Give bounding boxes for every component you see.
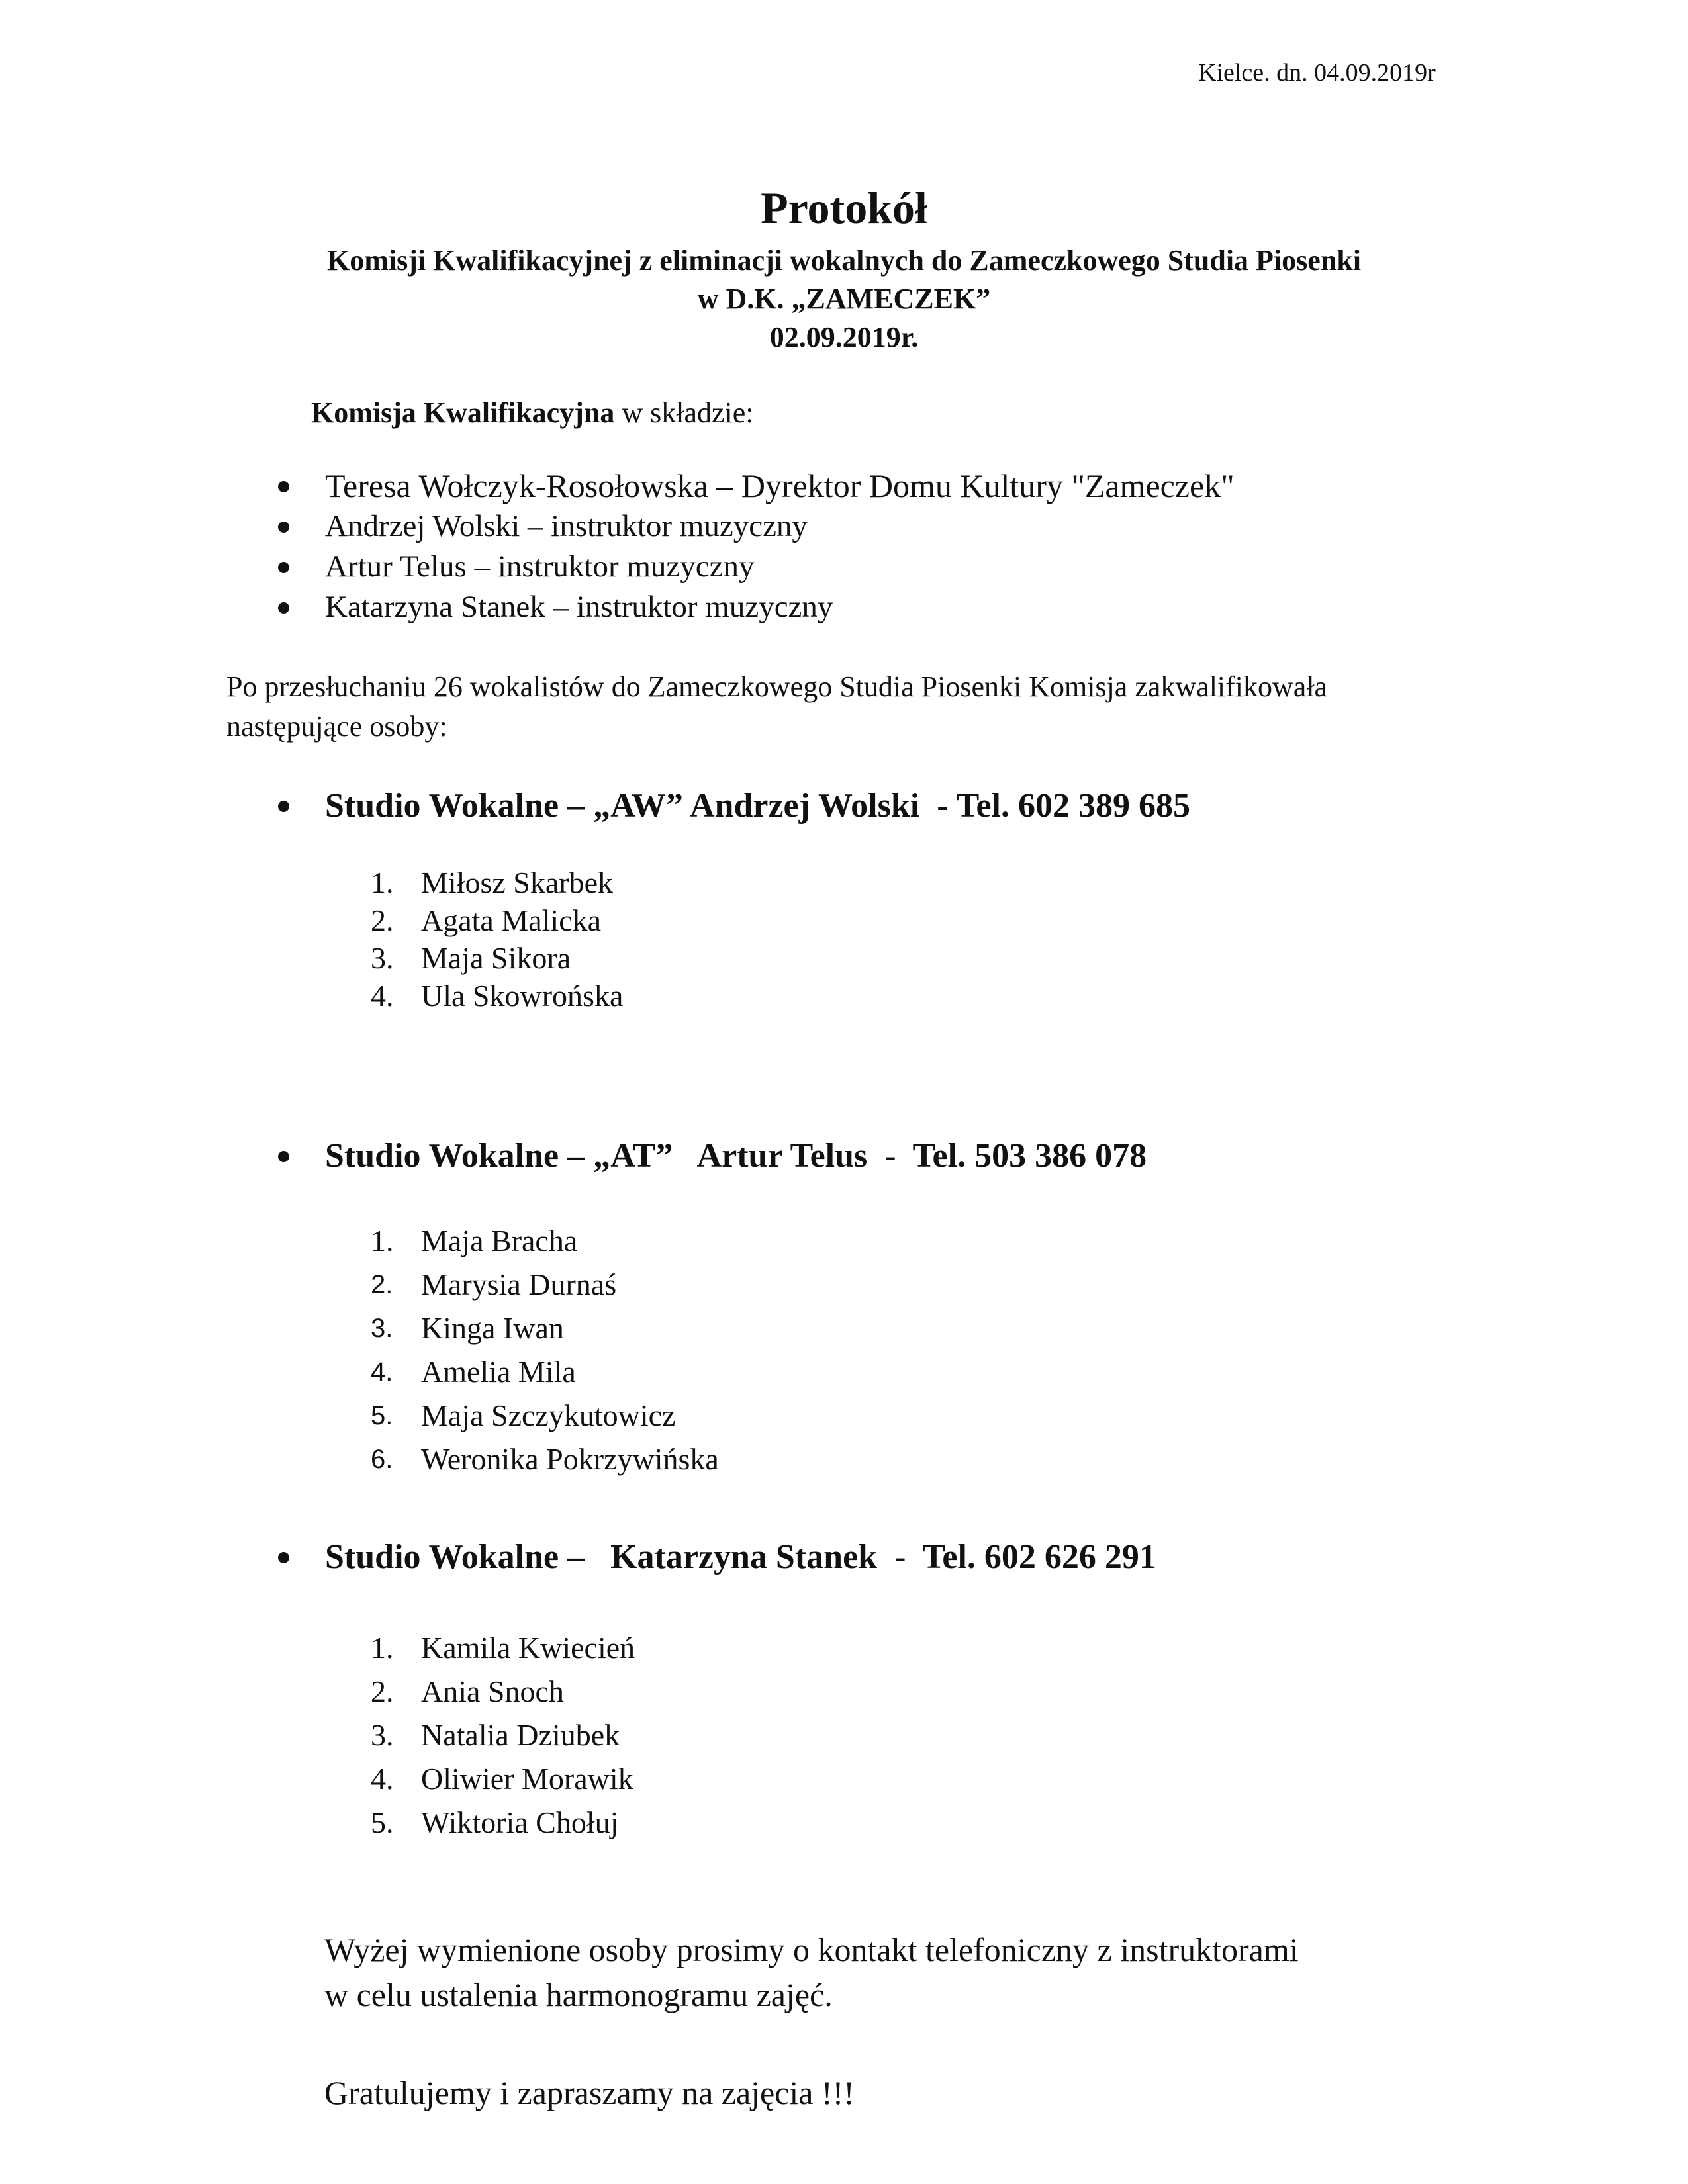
list-number: 5. bbox=[371, 1805, 394, 1839]
intro-paragraph bbox=[226, 667, 1327, 747]
list-number: 3. bbox=[371, 1314, 393, 1343]
commission-member-text: Andrzej Wolski – instruktor muzyczny bbox=[325, 509, 808, 543]
list-item bbox=[371, 1437, 719, 1481]
commission-member-text: Teresa Wołczyk-Rosołowska – Dyrektor Domu Kultury "Zameczek" bbox=[325, 467, 1235, 504]
person-name: Maja Sikora bbox=[421, 941, 571, 975]
studio-heading-aw bbox=[278, 783, 1470, 829]
bullet-icon bbox=[278, 1151, 289, 1162]
person-name: Ula Skowrońska bbox=[421, 979, 624, 1013]
studio-aw-list bbox=[371, 864, 623, 1015]
bullet-icon bbox=[278, 602, 289, 614]
bullet-icon bbox=[278, 522, 289, 533]
list-item bbox=[371, 1801, 635, 1844]
studio-heading-at bbox=[278, 1133, 1470, 1179]
list-item bbox=[371, 1626, 635, 1670]
person-name: Agata Malicka bbox=[421, 903, 602, 937]
list-number: 4. bbox=[371, 1762, 394, 1796]
document-date: Kielce. dn. 04.09.2019r bbox=[1198, 59, 1436, 87]
list-item bbox=[371, 1394, 719, 1437]
person-name: Ania Snoch bbox=[421, 1674, 564, 1708]
closing-line-1: Wyżej wymienione osoby prosimy o kontakt telefoniczny z instruktorami bbox=[324, 1931, 1299, 1968]
bullet-icon bbox=[278, 801, 289, 812]
intro-line-2: następujące osoby: bbox=[226, 710, 447, 743]
list-item bbox=[371, 977, 623, 1015]
document-subtitle-line-1: Komisji Kwalifikacyjnej z eliminacji wokalnych do Zameczkowego Studia Piosenki bbox=[327, 244, 1361, 277]
commission-members-list bbox=[278, 466, 1235, 627]
list-number: 6. bbox=[371, 1445, 393, 1474]
list-number: 3. bbox=[371, 941, 394, 975]
commission-member bbox=[278, 587, 1235, 627]
commission-member-text: Artur Telus – instruktor muzyczny bbox=[325, 549, 755, 584]
bullet-icon bbox=[278, 481, 289, 492]
person-name: Marysia Durnaś bbox=[421, 1267, 617, 1301]
studio-heading-text: Studio Wokalne – „AW” Andrzej Wolski - Tel. 602 389 685 bbox=[325, 787, 1191, 825]
commission-member bbox=[278, 547, 1235, 587]
studio-heading-text: Studio Wokalne – „AT” Artur Telus - Tel. 503 386 078 bbox=[325, 1137, 1147, 1175]
list-number: 1. bbox=[371, 1631, 394, 1664]
person-name: Wiktoria Chołuj bbox=[421, 1805, 619, 1839]
person-name: Kinga Iwan bbox=[421, 1311, 564, 1345]
list-item bbox=[371, 1350, 719, 1394]
list-number: 4. bbox=[371, 979, 394, 1013]
intro-line-1: Po przesłuchaniu 26 wokalistów do Zameczkowego Studia Piosenki Komisja zakwalifikowała bbox=[226, 670, 1328, 703]
list-item bbox=[371, 1757, 635, 1801]
bullet-icon bbox=[278, 1552, 289, 1563]
list-item bbox=[371, 1219, 719, 1263]
list-item bbox=[371, 939, 623, 977]
document-title: Protokół bbox=[761, 183, 927, 233]
person-name: Kamila Kwiecień bbox=[421, 1631, 635, 1664]
list-number: 2. bbox=[371, 1270, 393, 1299]
commission-label: Komisja Kwalifikacyjna bbox=[311, 396, 615, 429]
list-number: 3. bbox=[371, 1718, 394, 1752]
list-item bbox=[371, 1263, 719, 1306]
list-number: 5. bbox=[371, 1401, 393, 1430]
list-item bbox=[371, 1306, 719, 1350]
list-number: 1. bbox=[371, 1224, 394, 1257]
studio-heading-ks bbox=[278, 1534, 1470, 1580]
list-number: 2. bbox=[371, 903, 394, 937]
commission-member bbox=[278, 466, 1235, 506]
closing-congratulations: Gratulujemy i zapraszamy na zajęcia !!! bbox=[324, 2074, 855, 2111]
commission-label-rest: w składzie: bbox=[614, 396, 754, 429]
studio-ks-list bbox=[371, 1626, 635, 1844]
person-name: Oliwier Morawik bbox=[421, 1762, 633, 1796]
list-number: 1. bbox=[371, 866, 394, 899]
person-name: Maja Bracha bbox=[421, 1224, 578, 1257]
studio-heading-text: Studio Wokalne – Katarzyna Stanek - Tel. 602 626 291 bbox=[325, 1538, 1156, 1576]
list-item bbox=[371, 1713, 635, 1757]
document-subtitle-line-2: w D.K. „ZAMECZEK” bbox=[697, 283, 991, 315]
person-name: Natalia Dziubek bbox=[421, 1718, 620, 1752]
person-name: Miłosz Skarbek bbox=[421, 866, 614, 899]
bullet-icon bbox=[278, 562, 289, 573]
commission-member-text: Katarzyna Stanek – instruktor muzyczny bbox=[325, 590, 833, 624]
studio-at-list bbox=[371, 1219, 719, 1481]
commission-intro bbox=[311, 396, 754, 430]
closing-line-2: w celu ustalenia harmonogramu zajęć. bbox=[324, 1976, 833, 2013]
person-name: Amelia Mila bbox=[421, 1355, 576, 1388]
document-subtitle-date: 02.09.2019r. bbox=[769, 321, 919, 353]
list-number: 2. bbox=[371, 1674, 394, 1708]
person-name: Maja Szczykutowicz bbox=[421, 1398, 676, 1432]
list-item bbox=[371, 1670, 635, 1713]
commission-member bbox=[278, 506, 1235, 547]
list-number: 4. bbox=[371, 1357, 393, 1387]
list-item bbox=[371, 864, 623, 901]
list-item bbox=[371, 901, 623, 939]
person-name: Weronika Pokrzywińska bbox=[421, 1442, 719, 1476]
